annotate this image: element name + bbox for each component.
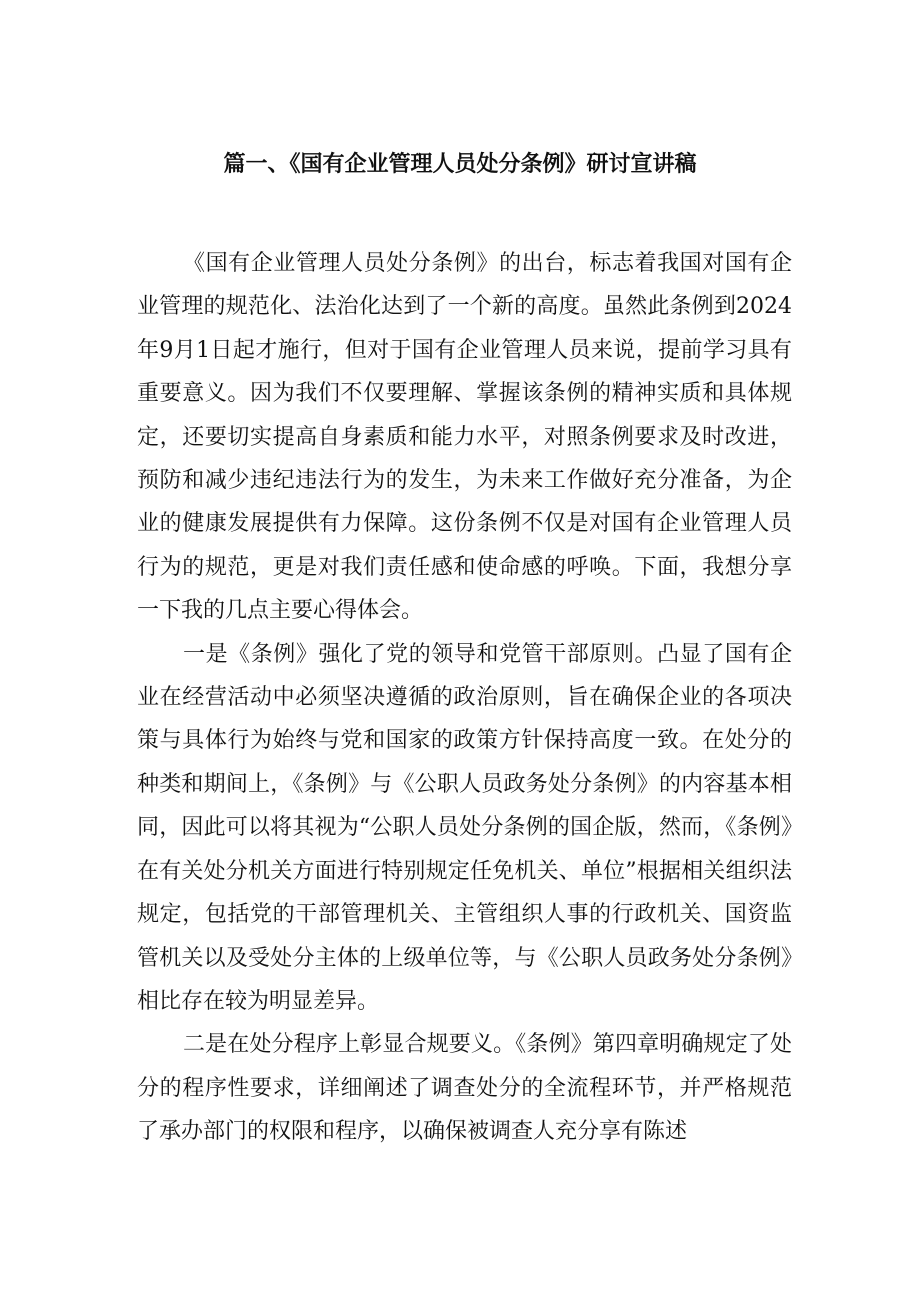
document-title: 篇一、《国有企业管理人员处分条例》研讨宣讲稿 [223,152,697,177]
paragraph-point-two: 二是在处分程序上彰显合规要义。《条例》第四章明确规定了处分的程序性要求，详细阐述了调查处分的全流程环节，并严格规范了承办部门的权限和程序，以确保被调查人充分享有陈述 [137,1032,792,1145]
paragraph-point-one: 一是《条例》强化了党的领导和党管干部原则。凸显了国有企业在经营活动中必须坚决遵循的政治原则，旨在确保企业的各项决策与具体行为始终与党和国家的政策方针保持高度一致。在处分的种类和期间上，《条例》与《公职人员政务处分条例》的内容基本相同，因此可以将其视为“公职人员处分条例的国企版，然而，《条例》在有关处分机关方面进行特别规定任免机关、单位”根据相关组织法规定，包括党的干部管理机关、主管组织人事的行政机关、国资监管机关以及受处分主体的上级单位等，与《公职人员政务处分条例》相比存在较为明显差异。 [137,641,792,1014]
paragraph-intro: 《国有企业管理人员处分条例》的出台，标志着我国对国有企业管理的规范化、法治化达到了一个新的高度。虽然此条例到2024年9月1日起才施行，但对于国有企业管理人员来说，提前学习具有重要意义。因为我们不仅要理解、掌握该条例的精神实质和具体规定，还要切实提高自身素质和能力水平，对照条例要求及时改进，预防和减少违纪违法行为的发生，为未来工作做好充分准备，为企业的健康发展提供有力保障。这份条例不仅是对国有企业管理人员行为的规范，更是对我们责任感和使命感的呼唤。下面，我想分享一下我的几点主要心得体会。 [137,251,792,624]
document-body [137,242,792,1154]
